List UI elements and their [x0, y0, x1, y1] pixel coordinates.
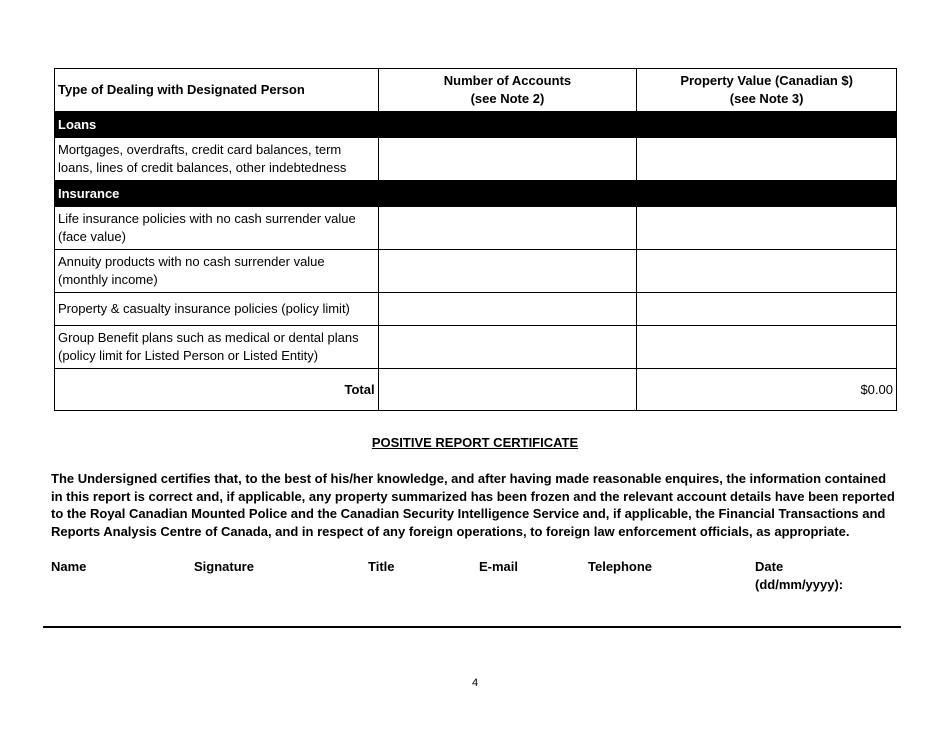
accounts-cell-annuity[interactable]	[378, 250, 637, 293]
table-row	[55, 293, 897, 326]
value-cell-group-benefit[interactable]	[637, 326, 897, 369]
name-label: Name	[51, 559, 87, 574]
page-number: 4	[471, 677, 479, 689]
accounts-cell-life-insurance[interactable]	[378, 207, 637, 250]
total-value[interactable]: $0.00	[637, 369, 897, 411]
accounts-cell-property-casualty[interactable]	[378, 293, 637, 326]
section-label-insurance: Insurance	[55, 181, 379, 207]
header-property-value: Property Value (Canadian $) (see Note 3)	[637, 69, 897, 112]
dealings-table	[54, 68, 897, 411]
section-row-insurance	[55, 181, 897, 207]
table-header-row	[55, 69, 897, 112]
table-row	[55, 326, 897, 369]
header-accounts: Number of Accounts (see Note 2)	[378, 69, 637, 112]
value-cell-property-casualty[interactable]	[637, 293, 897, 326]
row-label-life-insurance: Life insurance policies with no cash surrender value (face value)	[55, 207, 379, 250]
section-row-loans	[55, 112, 897, 138]
certificate-text: The Undersigned certifies that, to the best of his/her knowledge, and after having made reasonable enquires, the information contained in this report is correct and, if applicable, any property summarized has been frozen and the relevant account details have been reported to the Royal Canadian Mounted Police and the Canadian Security Intelligence Service and, if applicable, the Financial Transactions and Reports Analysis Centre of Canada, and in respect of any foreign operations, to foreign law enforcement officials, as appropriate.	[51, 471, 895, 539]
table-row	[55, 138, 897, 181]
section-label-loans: Loans	[55, 112, 379, 138]
total-row	[55, 369, 897, 411]
row-label-group-benefit: Group Benefit plans such as medical or dental plans (policy limit for Listed Person or Listed Entity)	[55, 326, 379, 369]
header-type: Type of Dealing with Designated Person	[55, 69, 379, 112]
accounts-cell-group-benefit[interactable]	[378, 326, 637, 369]
row-label-annuity: Annuity products with no cash surrender value (monthly income)	[55, 250, 379, 293]
row-label-property-casualty: Property & casualty insurance policies (policy limit)	[55, 293, 379, 326]
accounts-cell-loans[interactable]	[378, 138, 637, 181]
total-accounts-cell[interactable]	[378, 369, 637, 411]
footer-rule	[43, 626, 901, 628]
certificate-title: POSITIVE REPORT CERTIFICATE	[371, 435, 579, 450]
title-label: Title	[368, 559, 395, 574]
date-label: Date (dd/mm/yyyy):	[755, 559, 844, 592]
value-cell-life-insurance[interactable]	[637, 207, 897, 250]
table-row	[55, 250, 897, 293]
total-label: Total	[55, 369, 379, 411]
table-row	[55, 207, 897, 250]
signature-label: Signature	[194, 559, 254, 574]
row-label-loans: Mortgages, overdrafts, credit card balances, term loans, lines of credit balances, other indebtedness	[55, 138, 379, 181]
value-cell-annuity[interactable]	[637, 250, 897, 293]
telephone-label: Telephone	[588, 559, 653, 574]
value-cell-loans[interactable]	[637, 138, 897, 181]
email-label: E-mail	[479, 559, 519, 574]
